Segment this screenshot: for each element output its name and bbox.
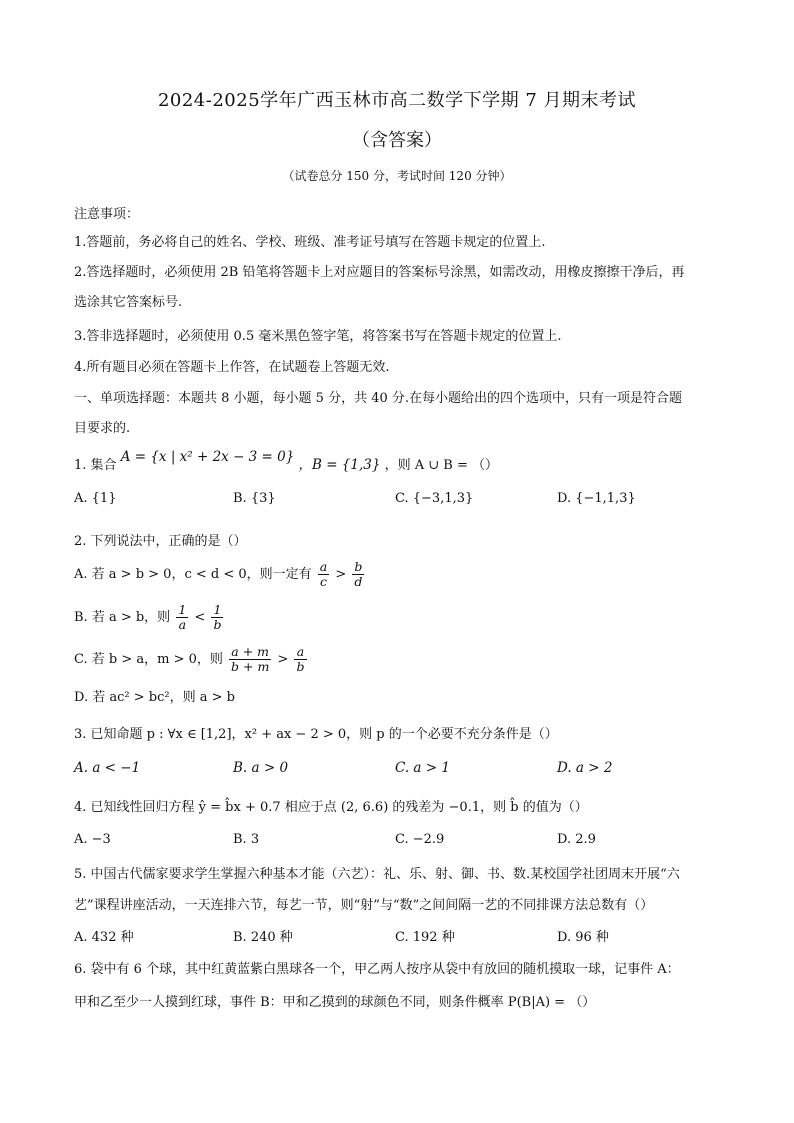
- q1-option-c: C. {−3,1,3}: [395, 491, 474, 506]
- q1-set-b: ，B = {1,3}: [298, 457, 381, 473]
- q3-option-b: B. a > 0: [233, 760, 289, 776]
- q2-b-prefix: B. 若 a > b，则: [74, 609, 171, 625]
- question-3: 3. 已知命题 p : ∀x ∈ [1,2]，x² + ax − 2 > 0，则 p 的一个必要不充分条件是（）: [74, 727, 558, 742]
- q2-option-a: A. 若 a > b > 0，c < d < 0，则一定有 $\frac{a}{c}$ > $\frac{b}{d}$: [74, 559, 363, 589]
- question-1: [74, 449, 498, 473]
- q4-option-d: D. 2.9: [557, 832, 596, 847]
- section-heading: 一、单项选择题：本题共 8 小题，每小题 5 分，共 40 分.在每小题给出的四个选项中，只有一项是符合题: [74, 391, 683, 406]
- note-item-1: 1.答题前，务必将自己的姓名、学校、班级、准考证号填写在答题卡规定的位置上.: [74, 235, 546, 250]
- exam-info: （试卷总分 150 分，考试时间 120 分钟）: [282, 169, 512, 183]
- fraction: $\frac{a}{b}$: [296, 644, 305, 674]
- notes-heading: 注意事项：: [74, 207, 140, 222]
- fraction: $\frac{b}{d}$: [354, 559, 363, 589]
- question-4: 4. 已知线性回归方程 ŷ = b̂x + 0.7 相应于点 (2, 6.6) 的残差为 −0.1，则 b̂ 的值为（）: [74, 800, 588, 815]
- question-5-cont: 艺”课程讲座活动，一天连排六节，每艺一节，则“射”与“数”之间间隔一艺的不同排课方法总数有（）: [74, 898, 654, 913]
- note-item-4: 4.所有题目必须在答题卡上作答，在试题卷上答题无效.: [74, 360, 390, 375]
- fraction: $\frac{a}{c}$: [319, 559, 328, 589]
- q1-set-a: A = {x | x² + 2x − 3 = 0}: [120, 449, 295, 465]
- q5-option-b: B. 240 种: [233, 930, 293, 945]
- q2-option-d: D. 若 ac² > bc²，则 a > b: [74, 690, 235, 705]
- exam-title: 2024-2025学年广西玉林市高二数学下学期 7 月期末考试: [157, 90, 637, 111]
- q4-option-c: C. −2.9: [395, 832, 445, 847]
- q4-option-b: B. 3: [233, 832, 260, 847]
- question-6: 6. 袋中有 6 个球，其中红黄蓝紫白黑球各一个，甲乙两人按序从袋中有放回的随机摸取一球，记事件 A：: [74, 962, 680, 977]
- section-heading-cont: 目要求的.: [74, 421, 131, 436]
- q4-option-a: A. −3: [74, 832, 111, 847]
- question-6-cont: 甲和乙至少一人摸到红球，事件 B：甲和乙摸到的球颜色不同，则条件概率 P(B|A) = （）: [74, 995, 596, 1010]
- q1-option-a: A. {1}: [74, 491, 117, 506]
- q5-option-d: D. 96 种: [557, 930, 609, 945]
- note-item-2-cont: 选涂其它答案标号.: [74, 295, 183, 310]
- q5-option-a: A. 432 种: [74, 930, 134, 945]
- q1-option-b: B. {3}: [233, 491, 276, 506]
- note-item-2: 2.答选择题时，必须使用 2B 铅笔将答题卡上对应题目的答案标号涂黑，如需改动，用橡皮擦擦干净后，再: [74, 265, 685, 280]
- q2-option-c: C. 若 b > a，m > 0，则 $\frac{a + m}{b + m}$ > $\frac{a}{b}$: [74, 644, 305, 674]
- exam-subtitle: （含答案）: [352, 130, 442, 151]
- q3-option-c: C. a > 1: [395, 760, 450, 776]
- fraction: $\frac{1}{b}$: [213, 602, 222, 632]
- q1-suffix: ，则 A ∪ B = （）: [384, 458, 498, 473]
- q5-option-c: C. 192 种: [395, 930, 455, 945]
- question-5: 5. 中国古代儒家要求学生掌握六种基本才能（六艺）：礼、乐、射、御、书、数.某校国学社团周末开展“六: [74, 867, 680, 882]
- fraction: $\frac{1}{a}$: [178, 602, 187, 632]
- q1-prefix: 1. 集合: [74, 458, 117, 473]
- q2-a-prefix: A. 若 a > b > 0，c < d < 0，则一定有: [74, 566, 312, 582]
- q3-option-d: D. a > 2: [557, 760, 613, 776]
- question-2: 2. 下列说法中，正确的是（）: [74, 534, 247, 549]
- q3-option-a: A. a < −1: [74, 760, 141, 776]
- q1-option-d: D. {−1,1,3}: [557, 491, 636, 506]
- q2-c-prefix: C. 若 b > a，m > 0，则: [74, 651, 223, 667]
- q2-option-b: B. 若 a > b，则 $\frac{1}{a}$ < $\frac{1}{b}$: [74, 602, 222, 632]
- fraction: $\frac{a + m}{b + m}$: [231, 644, 270, 674]
- note-item-3: 3.答非选择题时，必须使用 0.5 毫米黑色签字笔，将答案书写在答题卡规定的位置上.: [74, 329, 562, 344]
